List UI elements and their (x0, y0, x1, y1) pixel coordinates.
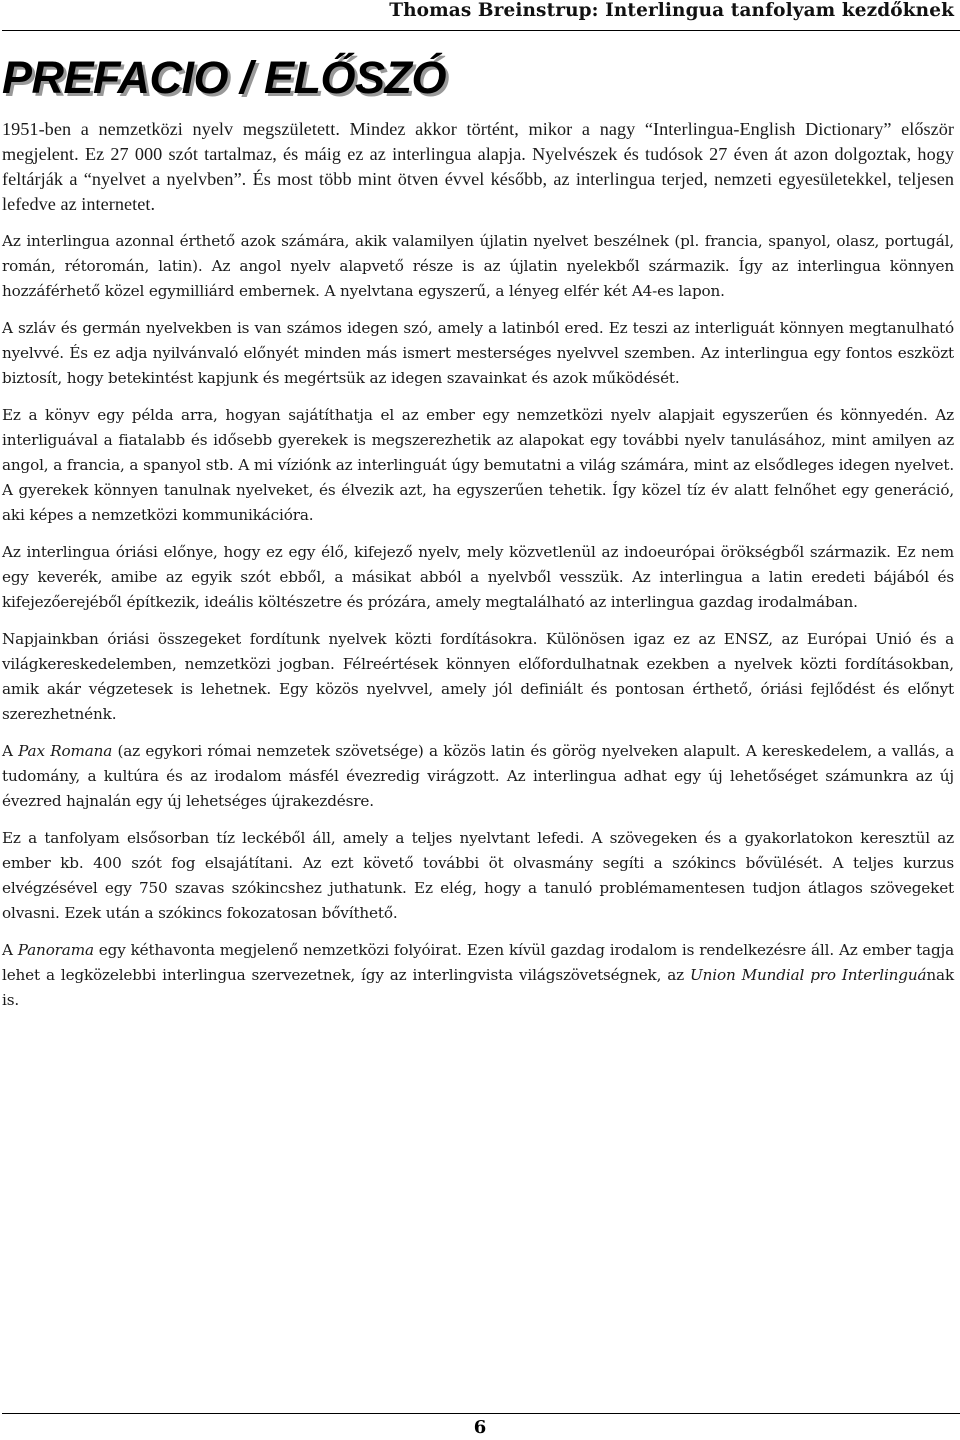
header-rule (2, 30, 960, 31)
footer-rule (2, 1413, 960, 1414)
paragraph-5: Az interlingua óriási előnye, hogy ez egy élő, kifejező nyelv, mely közvetlenül az indoeurópai örökségből származik. Ez nem egy keverék, amibe az egyik szót ebből, a másikat abból a nyelvből vesszük. Az interlingua a latin eredeti bájából és kifejezőerejéből építkezik, ideális költészetre és prózára, amely megtalálható az interlingua gazdag irodalmában. (2, 543, 954, 611)
page-title: PREFACIO / ELŐSZÓ (2, 52, 447, 103)
paragraph-9 (2, 938, 954, 1013)
paragraph-9-post: nak is. (2, 966, 954, 1009)
paragraph-7 (2, 739, 954, 814)
paragraph-1: 1951-ben a nemzetközi nyelv megszületett. Mindez akkor történt, mikor a nagy “Interlingua-English Dictionary” először megjelent. Ez 27 000 szót tartalmaz, és máig ez az interlingua alapja. Nyelvészek és tudósok 27 éven át azon dolgoztak, hogy feltárják a “nyelvet a nyelvben”. És most több mint ötven évvel később, az interlingua terjed, nemzeti egyesületekkel, teljesen lefedve az internetet. (2, 119, 954, 214)
paragraph-9-pre: A (2, 941, 18, 959)
paragraph-8: Ez a tanfolyam elsősorban tíz leckéből áll, amely a teljes nyelvtant lefedi. A szövegeken és a gyakorlatokon keresztül az ember kb. 400 szót fog elsajátítani. Az ezt követő további öt olvasmány segíti a szókincs bővülését. A teljes kurzus elvégzésével egy 750 szavas szókincshez juthatunk. Ez elég, hogy a tanuló problémamentesen tudjon átlagos szövegeket olvasni. Ezek után a szókincs fokozatosan bővíthető. (2, 829, 954, 922)
paragraph-4: Ez a könyv egy példa arra, hogyan sajátíthatja el az ember egy nemzetközi nyelv alapjait egyszerűen és könnyedén. Az interliguával a fiatalabb és idősebb gyerekek is megszerezhetik az alapokat egy további nyelv tanulásához, mint amilyen az angol, a francia, a spanyol stb. A mi víziónk az interlinguát úgy bemutatni a világ számára, mint az elsődleges idegen nyelvet. A gyerekek könnyen tanulnak nyelveket, és élvezik azt, ha egyszerűen tehetik. Így közel tíz év alatt felnőhet egy generáció, aki képes a nemzetközi kommunikációra. (2, 406, 954, 524)
paragraph-2: Az interlingua azonnal érthető azok számára, akik valamilyen újlatin nyelvet beszélnek (pl. francia, spanyol, olasz, portugál, román, rétoromán, latin). Az angol nyelv alapvető része is az újlatin nyelekből származik. Így az interlingua könnyen hozzáférhető közel egymilliárd embernek. A nyelvtana egyszerű, a lényeg elfér két A4-es lapon. (2, 232, 954, 300)
paragraph-3: A szláv és germán nyelvekben is van számos idegen szó, amely a latinból ered. Ez teszi az interliguát könnyen megtanulható nyelvvé. És ez adja nyilvánvaló előnyét minden más ismert mesterséges nyelvvel szemben. Az interlingua egy fontos eszközt biztosít, hogy betekintést kapjunk és megértsük az idegen szavainkat és azok működését. (2, 319, 954, 387)
paragraph-7-pre: A (2, 742, 19, 760)
running-header: Thomas Breinstrup: Interlingua tanfolyam kezdőknek (389, 0, 954, 21)
body-text (2, 117, 954, 1025)
paragraph-9-mid: egy kéthavonta megjelenő nemzetközi folyóirat. Ezen kívül gazdag irodalom is rendelkezésre áll. Az ember tagja lehet a legközelebbi interlingua szervezetnek, így az interlingvista világszövetségnek, az (2, 941, 954, 984)
union-mundial-emphasis: Union Mundial pro Interlinguá (690, 966, 927, 984)
paragraph-7-post: (az egykori római nemzetek szövetsége) a közös latin és görög nyelveken alapult. A kereskedelem, a vallás, a tudomány, a kultúra és az irodalom másfél évezredig virágzott. Az interlingua adhat egy új lehetőséget számunkra az új évezred hajnalán egy új lehetséges újrakezdésre. (2, 742, 954, 810)
paragraph-6: Napjainkban óriási összegeket fordítunk nyelvek közti fordításokra. Különösen igaz ez az ENSZ, az Európai Unió és a világkereskedelemben, nemzetközi jogban. Félreértések könnyen előfordulhatnak ezekben a nyelvek közti fordításokban, amik akár végzetesek is lehetnek. Egy közös nyelvvel, amely jól definiált és pontosan érthető, óriási fejlődést és előnyt szerezhetnénk. (2, 630, 954, 723)
page-number: 6 (473, 1417, 487, 1438)
panorama-emphasis: Panorama (17, 941, 94, 959)
pax-romana-emphasis: Pax Romana (18, 742, 113, 760)
